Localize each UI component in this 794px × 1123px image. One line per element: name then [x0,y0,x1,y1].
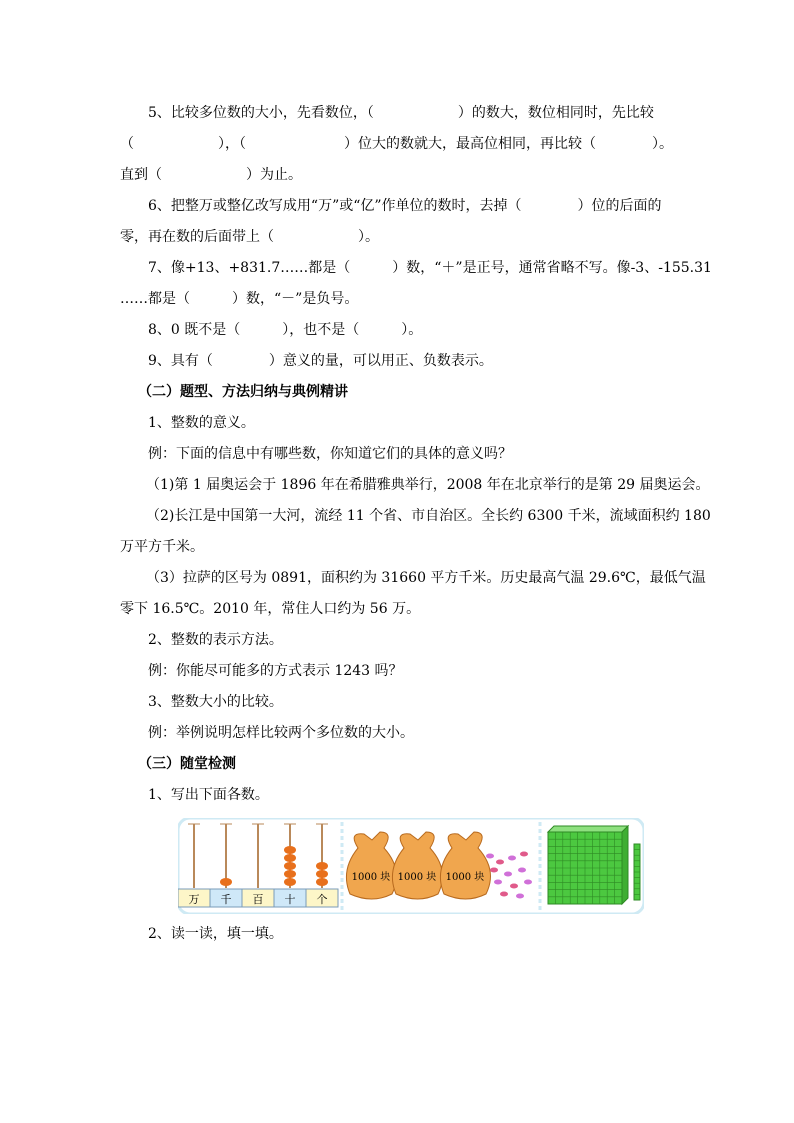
section-heading-3: （三）随堂检测 [138,756,236,772]
line-4: 6、把整万或整亿改写成用“万”或“亿”作单位的数时，去掉（ ）位的后面的 [148,198,662,214]
bead [284,846,296,854]
bead [316,862,328,870]
ten-rod [634,844,640,900]
thousand-cube [548,826,628,904]
line-8: 8、0 既不是（ ），也不是（ ）。 [148,322,423,338]
bag-label-1: 1000 块 [351,872,391,883]
bead [284,854,296,862]
line-18: 2、整数的表示方法。 [148,632,283,648]
abacus-label-qian: 千 [220,893,232,906]
line-2: （ ），（ ）位大的数就大，最高位相同，再比较（ ）。 [120,136,673,152]
bead [316,870,328,878]
line-5: 零，再在数的后面带上（ ）。 [120,229,379,245]
line-15: 万平方千米。 [120,539,204,555]
abacus-label-wan: 万 [188,893,200,906]
abacus-label-bai: 百 [252,893,264,906]
line-19: 例：你能尽可能多的方式表示 1243 吗？ [148,663,403,679]
abacus-label-ge: 个 [316,893,328,906]
line-7: ……都是（ ）数，“－”是负号。 [120,291,359,307]
abacus-label-shi: 十 [284,893,296,906]
bead [284,862,296,870]
number-figure [178,818,644,914]
line-24: 2、读一读，填一填。 [148,926,283,942]
line-23: 1、写出下面各数。 [148,787,269,803]
line-21: 例：举例说明怎样比较两个多位数的大小。 [148,725,414,741]
bead [284,878,296,886]
bag-label-3: 1000 块 [445,872,485,883]
bead [284,870,296,878]
line-12: 例：下面的信息中有哪些数，你知道它们的具体的意义吗？ [148,446,512,462]
section-heading-2: （二）题型、方法归纳与典例精讲 [138,384,348,400]
bead [316,878,328,886]
line-13: （1)第 1 届奥运会于 1896 年在希腊雅典举行，2008 年在北京举行的是第 29 届奥运会。 [146,477,710,493]
line-14: （2)长江是中国第一大河，流经 11 个省、市自治区。全长约 6300 千米，流域面积约 180 [146,508,711,524]
bag-label-2: 1000 块 [397,872,437,883]
line-1: 5、比较多位数的大小，先看数位，（ ）的数大，数位相同时，先比较 [148,105,654,121]
line-3: 直到（ ）为止。 [120,167,302,183]
line-6: 7、像+13、+831.7……都是（ ）数，“＋”是正号，通常省略不写。像-3、-155.31 [148,260,712,276]
line-16: （3）拉萨的区号为 0891，面积约为 31660 平方千米。历史最高气温 29.6℃，最低气温 [146,570,706,586]
line-20: 3、整数大小的比较。 [148,694,283,710]
line-9: 9、具有（ ）意义的量，可以用正、负数表示。 [148,353,493,369]
bead [220,878,232,886]
line-17: 零下 16.5℃。2010 年，常住人口约为 56 万。 [120,601,421,617]
line-11: 1、整数的意义。 [148,415,255,431]
